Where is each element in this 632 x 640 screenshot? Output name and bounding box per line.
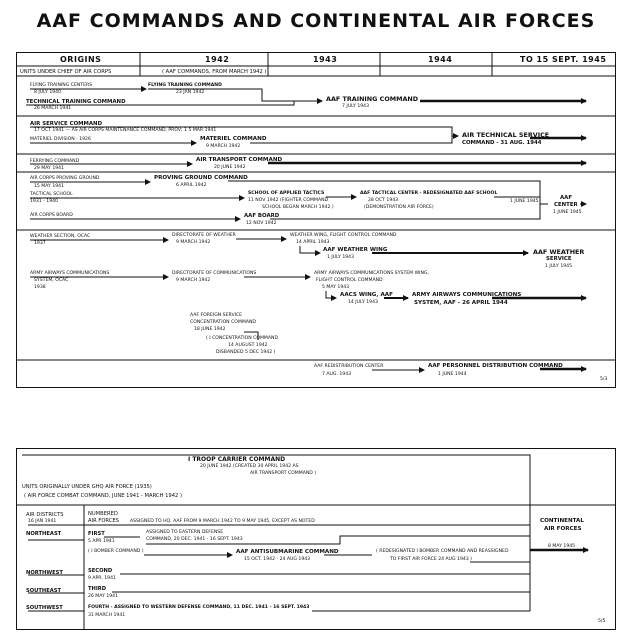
aacs-wing-aaf-date: 14 JULY 1943	[348, 300, 378, 305]
redesignated-note-2: TO FIRST AIR FORCE 24 AUG 1943 )	[390, 557, 472, 562]
school-applied-tactics: SCHOOL OF APPLIED TACTICS	[248, 191, 325, 196]
first-note: ASSIGNED TO EASTERN DEFENSE	[146, 530, 224, 535]
aaf-school-date: 1 JUNE 1945	[510, 199, 539, 204]
air-transport-date: 20 JUNE 1942	[214, 165, 246, 170]
aaf-center-2: CENTER	[554, 202, 578, 208]
second-date: 9 APR. 1941	[88, 576, 116, 581]
flying-training-command-date: 23 JAN 1942	[176, 90, 205, 95]
aaf-weather-wing-date: 1 JULY 1943	[327, 255, 355, 260]
materiel-command: MATERIEL COMMAND	[200, 136, 267, 142]
third-date: 26 MAY 1941	[88, 594, 119, 599]
aaf-training-command: AAF TRAINING COMMAND	[326, 95, 419, 103]
foreign-service-date: 18 JUNE 1942	[194, 327, 226, 332]
combat-command-label: ( AIR FORCE COMBAT COMMAND, JUNE 1941 - MARCH 1942 )	[24, 493, 182, 499]
redistribution-center: AAF REDISTRIBUTION CENTER	[314, 364, 384, 369]
directorate-comm-date: 9 MARCH 1942	[176, 278, 211, 283]
arrow-aacswing	[326, 291, 336, 298]
arrow-wwing	[300, 246, 320, 253]
school-applied-tactics-date: 11 NOV 1942 (FIGHTER COMMAND	[248, 198, 329, 203]
aacs-wing: ARMY AIRWAYS COMMUNICATIONS SYSTEM WING,	[314, 271, 429, 276]
flying-training-command: FLYING TRAINING COMMAND	[148, 83, 222, 88]
concentration-command: ( I CONCENTRATION COMMAND	[206, 336, 279, 341]
school-applied-tactics-note: SCHOOL BEGAN MARCH 1942 )	[262, 205, 334, 210]
redistribution-date: 7 AUG. 1943	[322, 372, 352, 377]
aaf-tactical-center-date: 28 OCT 1943	[368, 198, 399, 203]
directorate-comm: DIRECTORATE OF COMMUNICATIONS	[172, 271, 257, 276]
line-first-b	[146, 536, 530, 544]
proving-ground-date: 15 MAY 1941	[34, 184, 65, 189]
aaf-weather-service: AAF WEATHER	[533, 248, 585, 256]
chart-title: AAF COMMANDS AND CONTINENTAL AIR FORCES	[36, 10, 596, 32]
arrow-aafboard	[270, 204, 540, 219]
page-mark-top: 5/3	[600, 377, 608, 382]
materiel-command-date: 9 MARCH 1942	[206, 144, 241, 149]
proving-ground-command-date: 6 APRIL 1942	[176, 183, 207, 188]
ferrying-date: 29 MAY 1941	[34, 166, 65, 171]
arrow-ttc	[26, 101, 294, 105]
materiel-division: MATERIEL DIVISION - 1926	[30, 137, 91, 142]
troop-carrier-note: 20 JUNE 1942 (CREATED 30 APRIL 1942 AS	[200, 464, 299, 469]
tactical-school-dates: 1931 - 1940	[30, 199, 58, 204]
aaf-center: AAF	[560, 195, 573, 201]
arrow-asc	[30, 127, 458, 136]
army-airways-2: SYSTEM, OCAC	[34, 278, 69, 283]
army-airways: ARMY AIRWAYS COMMUNICATIONS	[30, 271, 110, 276]
district-southeast: SOUTHEAST	[26, 588, 62, 594]
proving-ground: AIR CORPS PROVING GROUND	[30, 176, 100, 181]
army-airways-date: 1938	[34, 285, 46, 290]
personnel-distribution-date: 1 JUNE 1944	[438, 372, 467, 377]
air-service-command: AIR SERVICE COMMAND	[30, 121, 103, 127]
tactical-school: TACTICAL SCHOOL	[30, 192, 73, 197]
aacs-final-2: SYSTEM, AAF - 26 APRIL 1944	[414, 300, 508, 306]
ghq-label: UNITS ORIGINALLY UNDER GHQ AIR FORCE (1935)	[22, 484, 152, 490]
second-air-force: SECOND	[88, 568, 113, 574]
troop-bracket	[22, 455, 530, 520]
arrow-ftcmd	[148, 89, 322, 101]
troop-carrier-note-2: AIR TRANSPORT COMMAND )	[250, 471, 317, 476]
third-air-force: THIRD	[88, 586, 107, 592]
first-date: 5 APR 1941	[88, 539, 115, 544]
aacs-final: ARMY AIRWAYS COMMUNICATIONS	[412, 292, 522, 298]
under-chief-label: UNITS UNDER CHIEF OF AIR CORPS	[20, 69, 112, 75]
redesignated-note: ( REDESIGNATED I BOMBER COMMAND AND REASSIGNED	[376, 549, 509, 554]
header-1943: 1943	[313, 55, 338, 64]
weather-section: WEATHER SECTION, OCAC	[30, 234, 91, 239]
concentration-disbanded: DISBANDED 5 DEC 1942 )	[216, 350, 276, 355]
header-1945: TO 15 SEPT. 1945	[520, 55, 607, 64]
line-foreign	[244, 332, 258, 340]
continental-air-forces: CONTINENTAL	[540, 518, 584, 524]
aaf-weather-service-2: SERVICE	[546, 256, 572, 262]
page-mark-bottom: 5/5	[598, 619, 606, 624]
foreign-service-2: CONCENTRATION COMMAND	[190, 320, 256, 325]
aaf-board: AAF BOARD	[244, 213, 280, 219]
aaf-board-date: 12 NOV 1942	[246, 221, 277, 226]
aacs-wing-aaf: AACS WING, AAF	[340, 292, 393, 298]
district-northeast: NORTHEAST	[26, 531, 62, 537]
aaf-training-date: 7 JULY 1943	[342, 104, 370, 109]
district-northwest: NORTHWEST	[26, 570, 63, 576]
aaf-center-date: 1 JUNE 1945	[553, 210, 582, 215]
arrow-matcmd	[250, 136, 452, 143]
air-technical-service: AIR TECHNICAL SERVICE	[462, 131, 550, 139]
continental-date: 8 MAY 1945	[548, 544, 576, 549]
header-1944: 1944	[428, 55, 453, 64]
aaf-commands-note: ( AAF COMMANDS, FROM MARCH 1942 )	[162, 69, 267, 75]
technical-training-date: 26 MARCH 1941	[34, 106, 72, 111]
antisubmarine-date: 15 OCT. 1942 - 24 AUG 1943	[244, 557, 311, 562]
air-districts: AIR DISTRICTS	[26, 512, 64, 518]
fourth-air-force: FOURTH - ASSIGNED TO WESTERN DEFENSE COMMAND, 11 DEC. 1941 - 16 SEPT. 1943	[88, 605, 310, 610]
air-districts-date: 16 JAN 1941	[28, 519, 57, 524]
technical-training-command: TECHNICAL TRAINING COMMAND	[26, 99, 126, 105]
header-1942: 1942	[205, 55, 230, 64]
fourth-date: 31 MARCH 1941	[88, 613, 126, 618]
demonstration-air-force: (DEMONSTRATION AIR FORCE)	[364, 205, 434, 210]
aaf-weather-wing: AAF WEATHER WING	[323, 247, 388, 253]
numbered-label-2: AIR FORCES	[88, 518, 119, 524]
aacs-wing-2: FLIGHT CONTROL COMMAND	[316, 278, 383, 283]
bomber-command: ( I BOMBER COMMAND )	[88, 549, 144, 554]
header-origins: ORIGINS	[60, 55, 102, 64]
troop-carrier-command: I TROOP CARRIER COMMAND	[188, 456, 286, 463]
flying-training-centers-date: 8 JULY 1940	[34, 90, 62, 95]
air-transport-command: AIR TRANSPORT COMMAND	[196, 157, 283, 163]
numbered-note: ASSIGNED TO HQ. AAF FROM 9 MARCH 1942 TO 9 MAY 1945, EXCEPT AS NOTED	[130, 519, 315, 524]
continental-air-forces-2: AIR FORCES	[544, 526, 582, 532]
antisubmarine-command: AAF ANTISUBMARINE COMMAND	[236, 549, 339, 555]
weather-wing: WEATHER WING, FLIGHT CONTROL COMMAND	[290, 233, 397, 238]
district-southwest: SOUTHWEST	[26, 605, 63, 611]
air-technical-service-date: COMMAND - 31 AUG. 1944	[462, 140, 542, 146]
personnel-distribution: AAF PERSONNEL DISTRIBUTION COMMAND	[428, 363, 563, 369]
aaf-tactical-center: AAF TACTICAL CENTER - REDESIGNATED AAF SCHOOL	[360, 191, 498, 196]
first-note-2: COMMAND, 20 DEC. 1941 - 16 SEPT. 1943	[146, 537, 243, 542]
weather-wing-date: 14 APRIL 1943	[296, 240, 330, 245]
aacs-wing-date: 5 MAY 1943	[322, 285, 350, 290]
numbered-label: NUMBERED	[88, 511, 118, 517]
directorate-weather-date: 9 MARCH 1942	[176, 240, 211, 245]
air-corps-board: AIR CORPS BOARD	[30, 213, 73, 218]
ferrying-command: FERRYING COMMAND	[30, 159, 80, 164]
flying-training-centers: FLYING TRAINING CENTERS	[30, 83, 93, 88]
foreign-service: AAF FOREIGN SERVICE	[190, 313, 243, 318]
weather-section-date: 1937	[34, 241, 46, 246]
concentration-date: 14 AUGUST 1942	[228, 343, 268, 348]
air-service-note: 17 OCT 1941 — AS AIR CORPS MAINTENANCE COMMAND, PROV; 1 5 MAR 1941	[34, 128, 217, 133]
arrow-pgc	[228, 181, 548, 204]
proving-ground-command: PROVING GROUND COMMAND	[154, 175, 248, 181]
directorate-weather: DIRECTORATE OF WEATHER	[172, 233, 236, 238]
first-air-force: FIRST	[88, 531, 105, 537]
aaf-weather-service-date: 1 JULY 1945	[545, 264, 573, 269]
